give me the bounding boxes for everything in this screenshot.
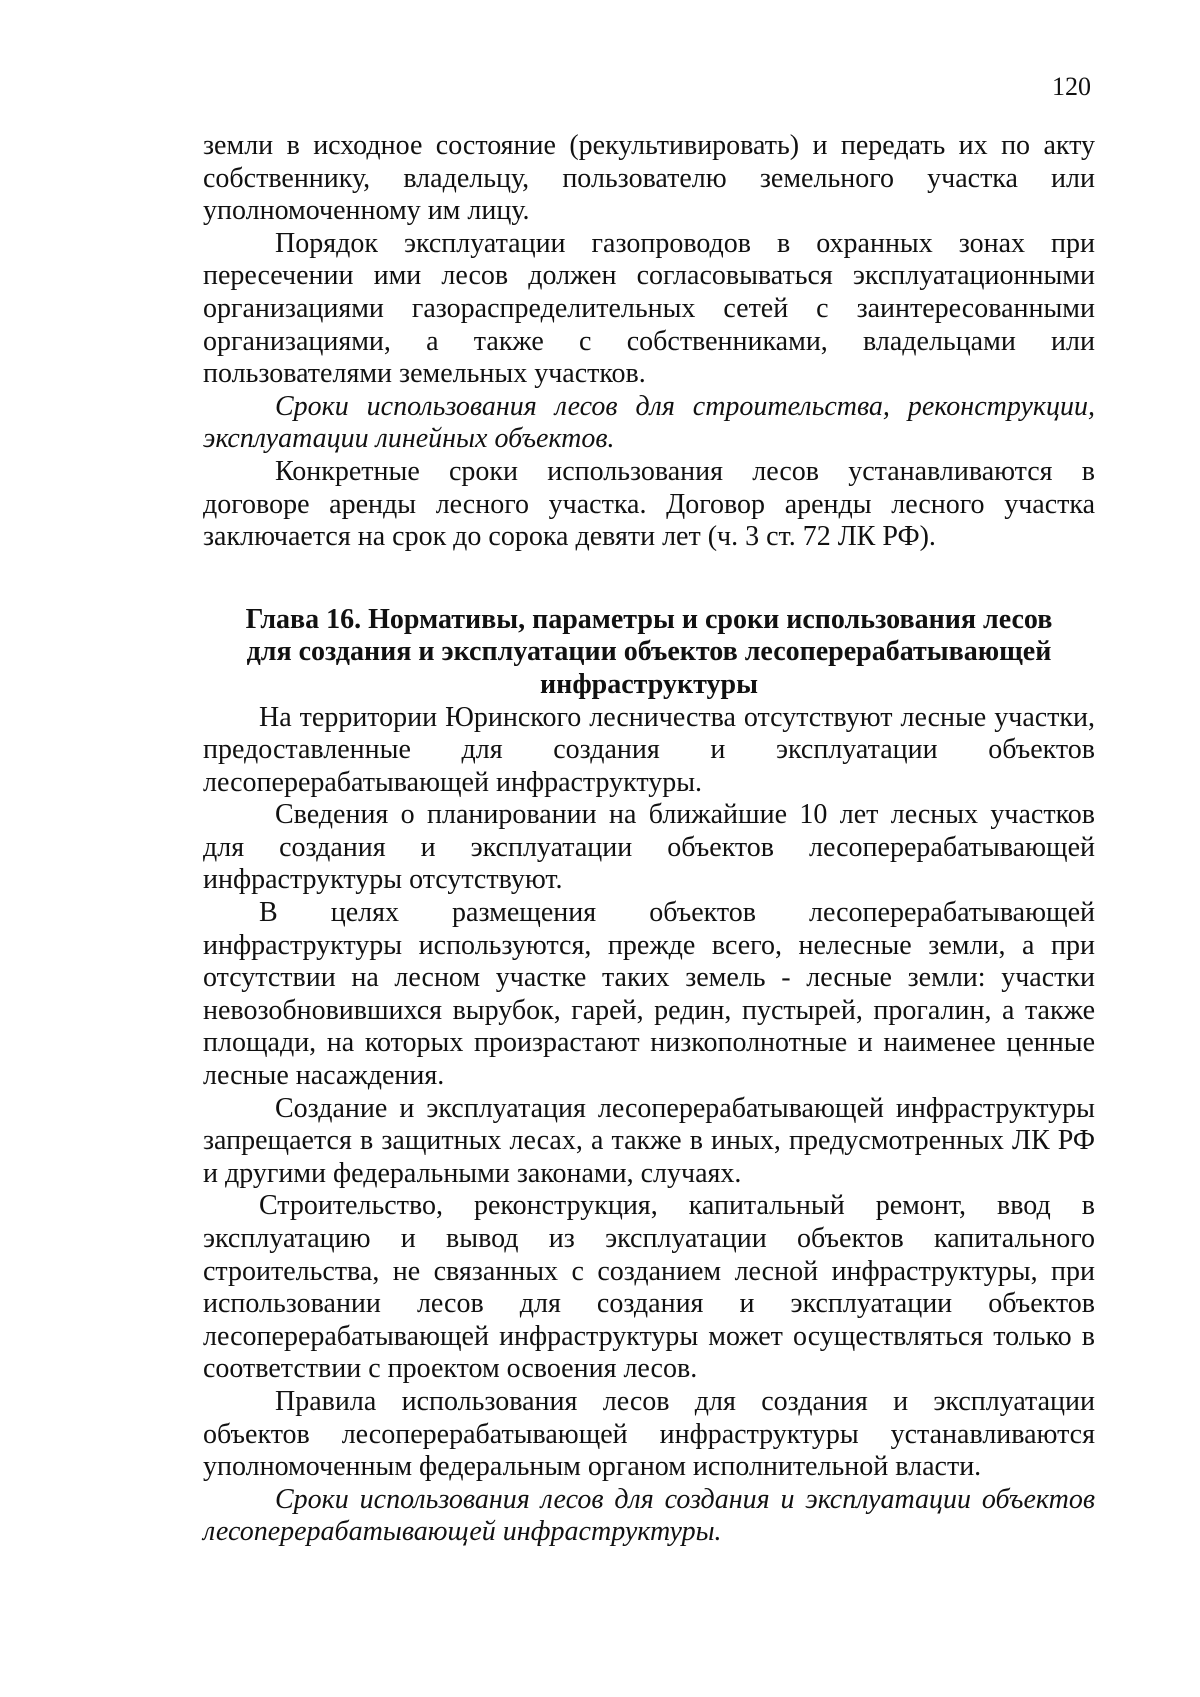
paragraph-protective-forests: Создание и эксплуатация лесоперерабатывающей инфраструктуры запрещается в защитных лесах, а также в иных, предусмотренных ЛК РФ и другими федеральными законами, случаях. (203, 1092, 1095, 1189)
paragraph-linear-objects-terms-heading: Сроки использования лесов для строительства, реконструкции, эксплуатации линейных объектов. (203, 390, 1095, 455)
chapter-title-line: инфраструктуры (540, 668, 758, 700)
paragraph-placement-lands: В целях размещения объектов лесоперерабатывающей инфраструктуры используются, прежде всего, нелесные земли, а при отсутствии на лесном участке таких земель - лесные земли: участки невозобновившихся вырубок, гарей, редин, пустырей, прогалин, а также площади, на которых произрастают низкополнотные и наименее ценные лесные насаждения. (203, 897, 1095, 1092)
chapter-title-line: Глава 16. Нормативы, параметры и сроки использования лесов (245, 603, 1053, 635)
chapter-title-line: для создания и эксплуатации объектов лесоперерабатывающей (246, 636, 1052, 668)
paragraph-usage-rules: Правила использования лесов для создания и эксплуатации объектов лесоперерабатывающей инфраструктуры устанавливаются уполномоченным федеральным органом исполнительной власти. (203, 1385, 1095, 1483)
paragraph-lease-terms: Конкретные сроки использования лесов устанавливаются в договоре аренды лесного участка. Договор аренды лесного участка заключается на срок до сорока девяти лет (ч. 3 ст. 72 ЛК РФ). (203, 455, 1095, 553)
paragraph-processing-terms-heading: Сроки использования лесов для создания и эксплуатации объектов лесоперерабатывающей инфраструктуры. (203, 1483, 1095, 1548)
chapter-16-title (203, 604, 1095, 702)
paragraph-gas-pipelines: Порядок эксплуатации газопроводов в охранных зонах при пересечении ими лесов должен согласовываться эксплуатационными организациями газораспределительных сетей с заинтересованными организациями, а также с собственниками, владельцами или пользователями земельных участков. (203, 227, 1095, 390)
paragraph-land-restoration: земли в исходное состояние (рекультивировать) и передать их по акту собственнику, владельцу, пользователю земельного участка или уполномоченному им лицу. (203, 130, 1095, 227)
page-content (203, 130, 1095, 1549)
paragraph-planning-info: Сведения о планировании на ближайшие 10 лет лесных участков для создания и эксплуатации объектов лесоперерабатывающей инфраструктуры отсутствуют. (203, 799, 1095, 896)
paragraph-no-plots: На территории Юринского лесничества отсутствуют лесные участки, предоставленные для создания и эксплуатации объектов лесоперерабатывающей инфраструктуры. (203, 701, 1095, 798)
paragraph-capital-construction: Строительство, реконструкция, капитальный ремонт, ввод в эксплуатацию и вывод из эксплуатации объектов капитального строительства, не связанных с созданием лесной инфраструктуры, при использовании лесов для создания и эксплуатации объектов лесоперерабатывающей инфраструктуры может осуществляться только в соответствии с проектом освоения лесов. (203, 1190, 1095, 1385)
page-number: 120 (1052, 72, 1091, 101)
